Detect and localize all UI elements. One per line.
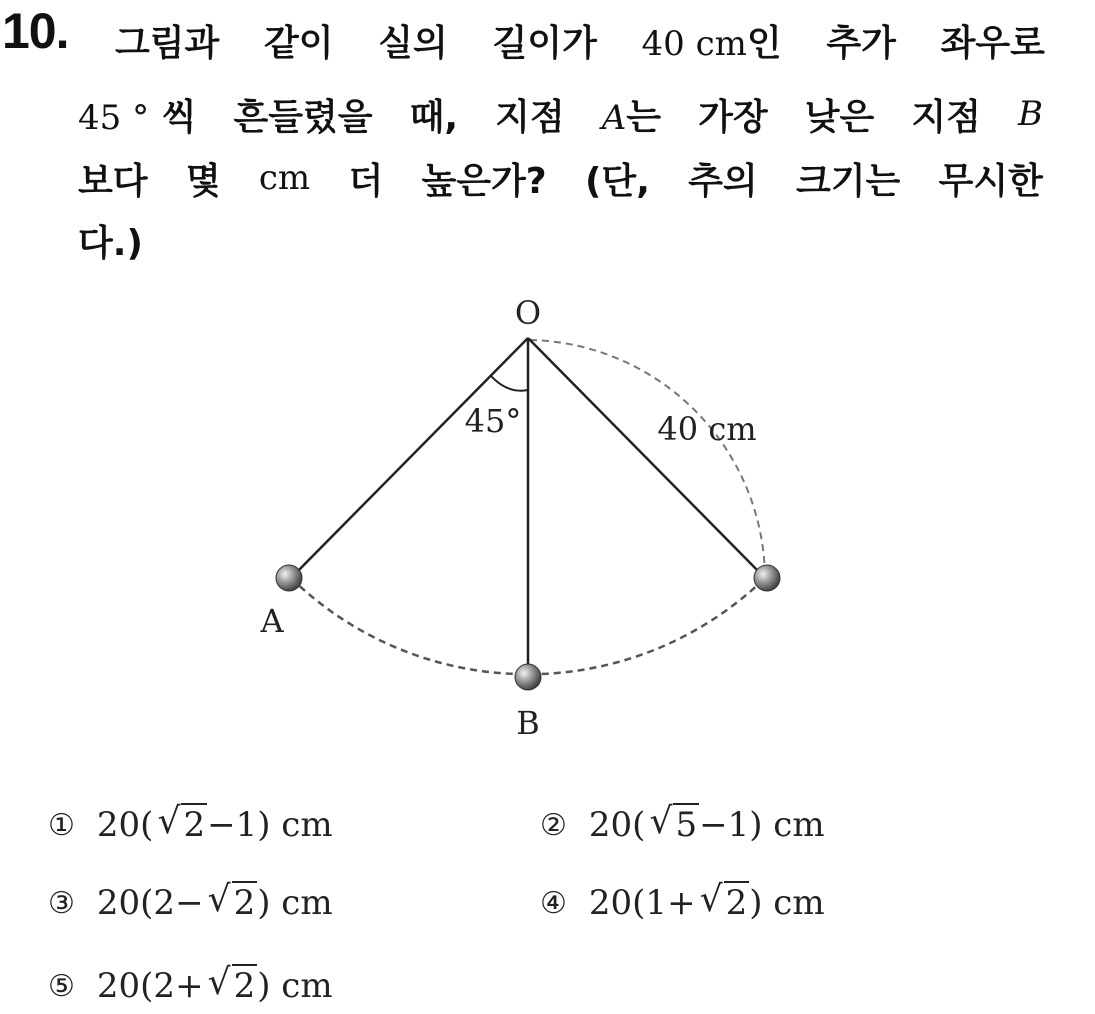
sqrt-symbol xyxy=(649,805,699,845)
sqrt-symbol xyxy=(157,805,207,845)
sqrt-symbol xyxy=(208,966,258,1006)
question-word: 지점 xyxy=(911,96,981,138)
choice-number: ① xyxy=(48,807,75,843)
choice-text-post: ) cm xyxy=(749,883,825,923)
choice-number: ② xyxy=(540,807,567,843)
choice-text-post: −1) cm xyxy=(207,805,333,845)
string-left xyxy=(291,338,528,578)
choice-text-pre: 20(2+ xyxy=(96,966,204,1006)
question-word: 실의 xyxy=(378,22,448,64)
ball-b xyxy=(515,664,541,690)
question-word: 더 xyxy=(348,160,384,202)
choice-text-post: −1) cm xyxy=(699,805,825,845)
choice-1[interactable] xyxy=(48,797,333,853)
question-word: 같이 xyxy=(264,22,334,64)
radicand: 2 xyxy=(233,966,256,1006)
length-label: 40 cm xyxy=(657,410,757,448)
question-word: 보다 xyxy=(78,160,148,202)
radicand: 2 xyxy=(725,883,748,923)
ball-a xyxy=(276,565,302,591)
label-a: A xyxy=(260,602,284,640)
choice-4[interactable] xyxy=(540,875,825,931)
question-word: 때, xyxy=(409,96,459,138)
choice-text-post: ) cm xyxy=(257,883,333,923)
question-word: 인 xyxy=(746,22,782,64)
question-word: 씩 xyxy=(161,96,197,138)
question-word: 지점 xyxy=(495,96,565,138)
sqrt-symbol xyxy=(700,883,750,923)
sqrt-symbol xyxy=(208,883,258,923)
question-word: 추의 xyxy=(688,160,758,202)
question-word: 무시한 xyxy=(938,160,1043,202)
question-word: 좌우로 xyxy=(940,22,1045,64)
choice-5[interactable] xyxy=(48,958,333,1014)
choice-number: ④ xyxy=(540,885,567,921)
radicand: 2 xyxy=(233,883,256,923)
ball-right xyxy=(754,565,780,591)
choice-text-post: ) cm xyxy=(257,966,333,1006)
question-word: 다.) xyxy=(78,222,143,264)
radicand: 2 xyxy=(183,805,206,845)
question-word: 는 xyxy=(626,96,662,138)
angle-mark xyxy=(491,376,528,391)
unit-cm: cm xyxy=(258,158,311,198)
angle-label: 45° xyxy=(464,402,522,440)
question-word: 추가 xyxy=(826,22,896,64)
label-b: B xyxy=(516,704,540,742)
question-word: 그림과 xyxy=(115,22,220,64)
question-word: 길이가 xyxy=(492,22,597,64)
choice-text-pre: 20(1+ xyxy=(588,883,696,923)
point-b-symbol: B xyxy=(1017,94,1043,134)
question-word: 크기는 xyxy=(795,160,901,202)
swing-angle-value: 45 ° xyxy=(78,97,150,138)
question-word: 흔들렸을 xyxy=(233,96,373,138)
string-length-value: 40 cm xyxy=(641,23,747,64)
choice-number: ⑤ xyxy=(48,968,75,1004)
radicand: 5 xyxy=(675,805,698,845)
question-word: 낮은 xyxy=(804,96,875,138)
question-word: 몇 xyxy=(185,160,221,202)
question-word: (단, xyxy=(584,160,650,202)
choice-text-pre: 20(2− xyxy=(96,883,204,923)
question-word: 높은가? xyxy=(421,160,547,202)
choice-3[interactable] xyxy=(48,875,333,931)
point-a-symbol: A xyxy=(601,97,627,138)
choice-text-pre: 20( xyxy=(588,805,646,845)
question-word: 가장 xyxy=(698,96,768,138)
choice-text-pre: 20( xyxy=(96,805,154,845)
label-o: O xyxy=(514,294,542,332)
question-number: 10. xyxy=(2,3,69,59)
choice-2[interactable] xyxy=(540,797,825,853)
choice-number: ③ xyxy=(48,885,75,921)
